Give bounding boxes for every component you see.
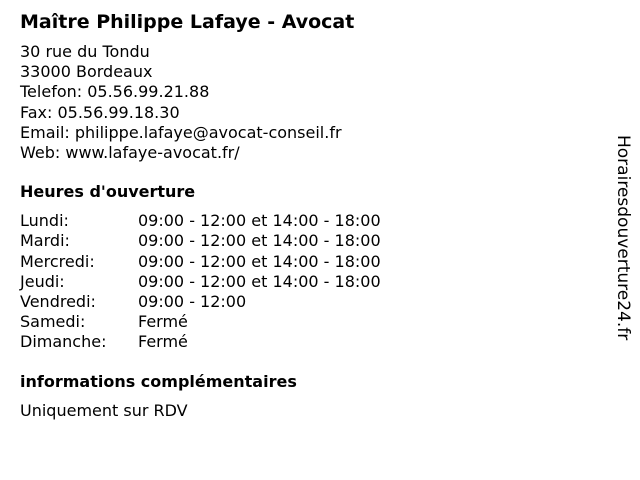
address-city: 33000 Bordeaux [20,62,153,82]
day-label: Jeudi: [20,271,65,291]
additional-info-heading: informations complémentaires [20,371,297,391]
day-label: Lundi: [20,211,69,231]
day-label: Dimanche: [20,332,107,352]
address-street: 30 rue du Tondu [20,42,150,61]
site-watermark: Horairesdouverture24.fr [613,135,633,341]
time-value: 09:00 - 12:00 [138,292,247,312]
hours-row-monday [20,211,580,231]
opening-hours-heading: Heures d'ouverture [20,182,196,202]
hours-row-saturday [20,312,580,332]
phone-number: Telefon: 05.56.99.21.88 [20,82,210,102]
fax-number: Fax: 05.56.99.18.30 [20,102,180,122]
website: Web: www.lafaye-avocat.fr/ [20,143,240,163]
time-value: 09:00 - 12:00 et 14:00 - 18:00 [138,231,381,251]
time-value: 09:00 - 12:00 et 14:00 - 18:00 [138,271,381,291]
business-name: Maître Philippe Lafaye - Avocat [20,11,355,33]
opening-hours-list [20,211,580,352]
hours-row-thursday [20,272,580,292]
hours-row-wednesday [20,252,580,272]
day-label: Mercredi: [20,251,95,271]
time-value: Fermé [138,332,188,352]
email-address: Email: philippe.lafaye@avocat-conseil.fr [20,122,342,142]
time-value: Fermé [138,312,188,332]
day-label: Mardi: [20,231,70,251]
time-value: 09:00 - 12:00 et 14:00 - 18:00 [138,251,381,271]
business-card [20,10,580,421]
contact-block [20,42,580,163]
day-label: Vendredi: [20,292,96,312]
additional-info-text: Uniquement sur RDV [20,400,188,420]
hours-row-sunday [20,332,580,352]
time-value: 09:00 - 12:00 et 14:00 - 18:00 [138,211,381,231]
day-label: Samedi: [20,312,86,332]
hours-row-tuesday [20,231,580,251]
hours-row-friday [20,292,580,312]
